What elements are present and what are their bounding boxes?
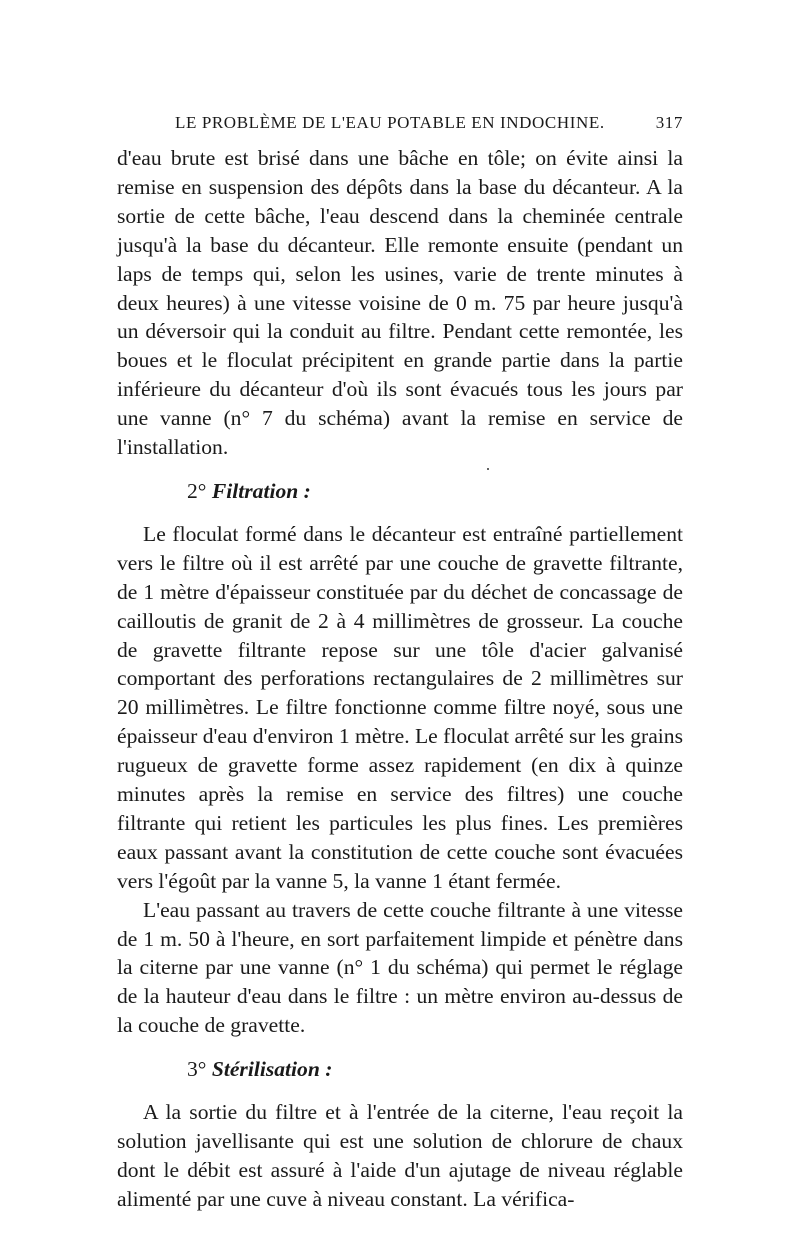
page-number: 317 <box>655 113 683 132</box>
running-header <box>175 112 683 134</box>
paragraph-sortie-filtre: A la sortie du filtre et à l'entrée de la citerne, l'eau reçoit la solution javellisante qui est une solution de chlorure de chaux dont le débit est assuré à l'aide d'un ajutage de niveau réglable alimenté par une cuve à niveau constant. La vérifica- <box>117 1100 683 1211</box>
section-title: Stérilisation : <box>211 1057 333 1082</box>
paragraph-floculat: Le floculat formé dans le décanteur est entraîné partiellement vers le filtre où il est arrêté par une couche de gravette filtrante, de 1 mètre d'épaisseur constituée par du déchet de concassage de cailloutis de granit de 2 à 4 millimètres de grosseur. La couche de gravette filtrante repose sur une tôle d'acier galvanisé comportant des perforations rectangulaires de 2 millimètres sur 20 millimètres. Le filtre fonctionne comme filtre noyé, sous une épaisseur d'eau d'environ 1 mètre. Le floculat arrêté sur les grains rugueux de gravette forme assez rapidement (en dix à quinze minutes après la remise en service des filtres) une couche filtrante qui retient les particules les plus fines. Les premières eaux passant avant la constitution de cette couche sont évacuées vers l'égoût par la vanne 5, la vanne 1 étant fermée. <box>117 521 683 893</box>
document-page <box>117 112 683 1214</box>
section-heading-filtration <box>187 477 683 506</box>
section-heading-sterilisation <box>187 1055 683 1084</box>
running-title: LE PROBLÈME DE L'EAU POTABLE EN INDOCHINE. <box>175 113 605 132</box>
print-speck <box>487 468 489 470</box>
section-number: 2° <box>187 478 207 503</box>
section-number: 3° <box>187 1057 207 1082</box>
paragraph-couche-filtrante: L'eau passant au travers de cette couche filtrante à une vitesse de 1 m. 50 à l'heure, en sort parfaitement limpide et pénètre dans la citerne par une vanne (n° 1 du schéma) qui permet le réglage de la hauteur d'eau dans le filtre : un mètre environ au-dessus de la couche de gravette. <box>117 897 683 1038</box>
body-text <box>117 144 683 1214</box>
paragraph-decanteur-continuation: d'eau brute est brisé dans une bâche en tôle; on évite ainsi la remise en suspension des dépôts dans la base du décanteur. A la sortie de cette bâche, l'eau descend dans la cheminée centrale jusqu'à la base du décanteur. Elle remonte ensuite (pendant un laps de temps qui, selon les usines, varie de trente minutes à deux heures) à une vitesse voisine de 0 m. 75 par heure jusqu'à un déversoir qui la conduit au filtre. Pendant cette remontée, les boues et le floculat précipitent en grande partie dans la partie inférieure du décanteur d'où ils sont évacués tous les jours par une vanne (n° 7 du schéma) avant la remise en service de l'installation. <box>117 146 683 460</box>
section-title: Filtration : <box>211 478 311 503</box>
